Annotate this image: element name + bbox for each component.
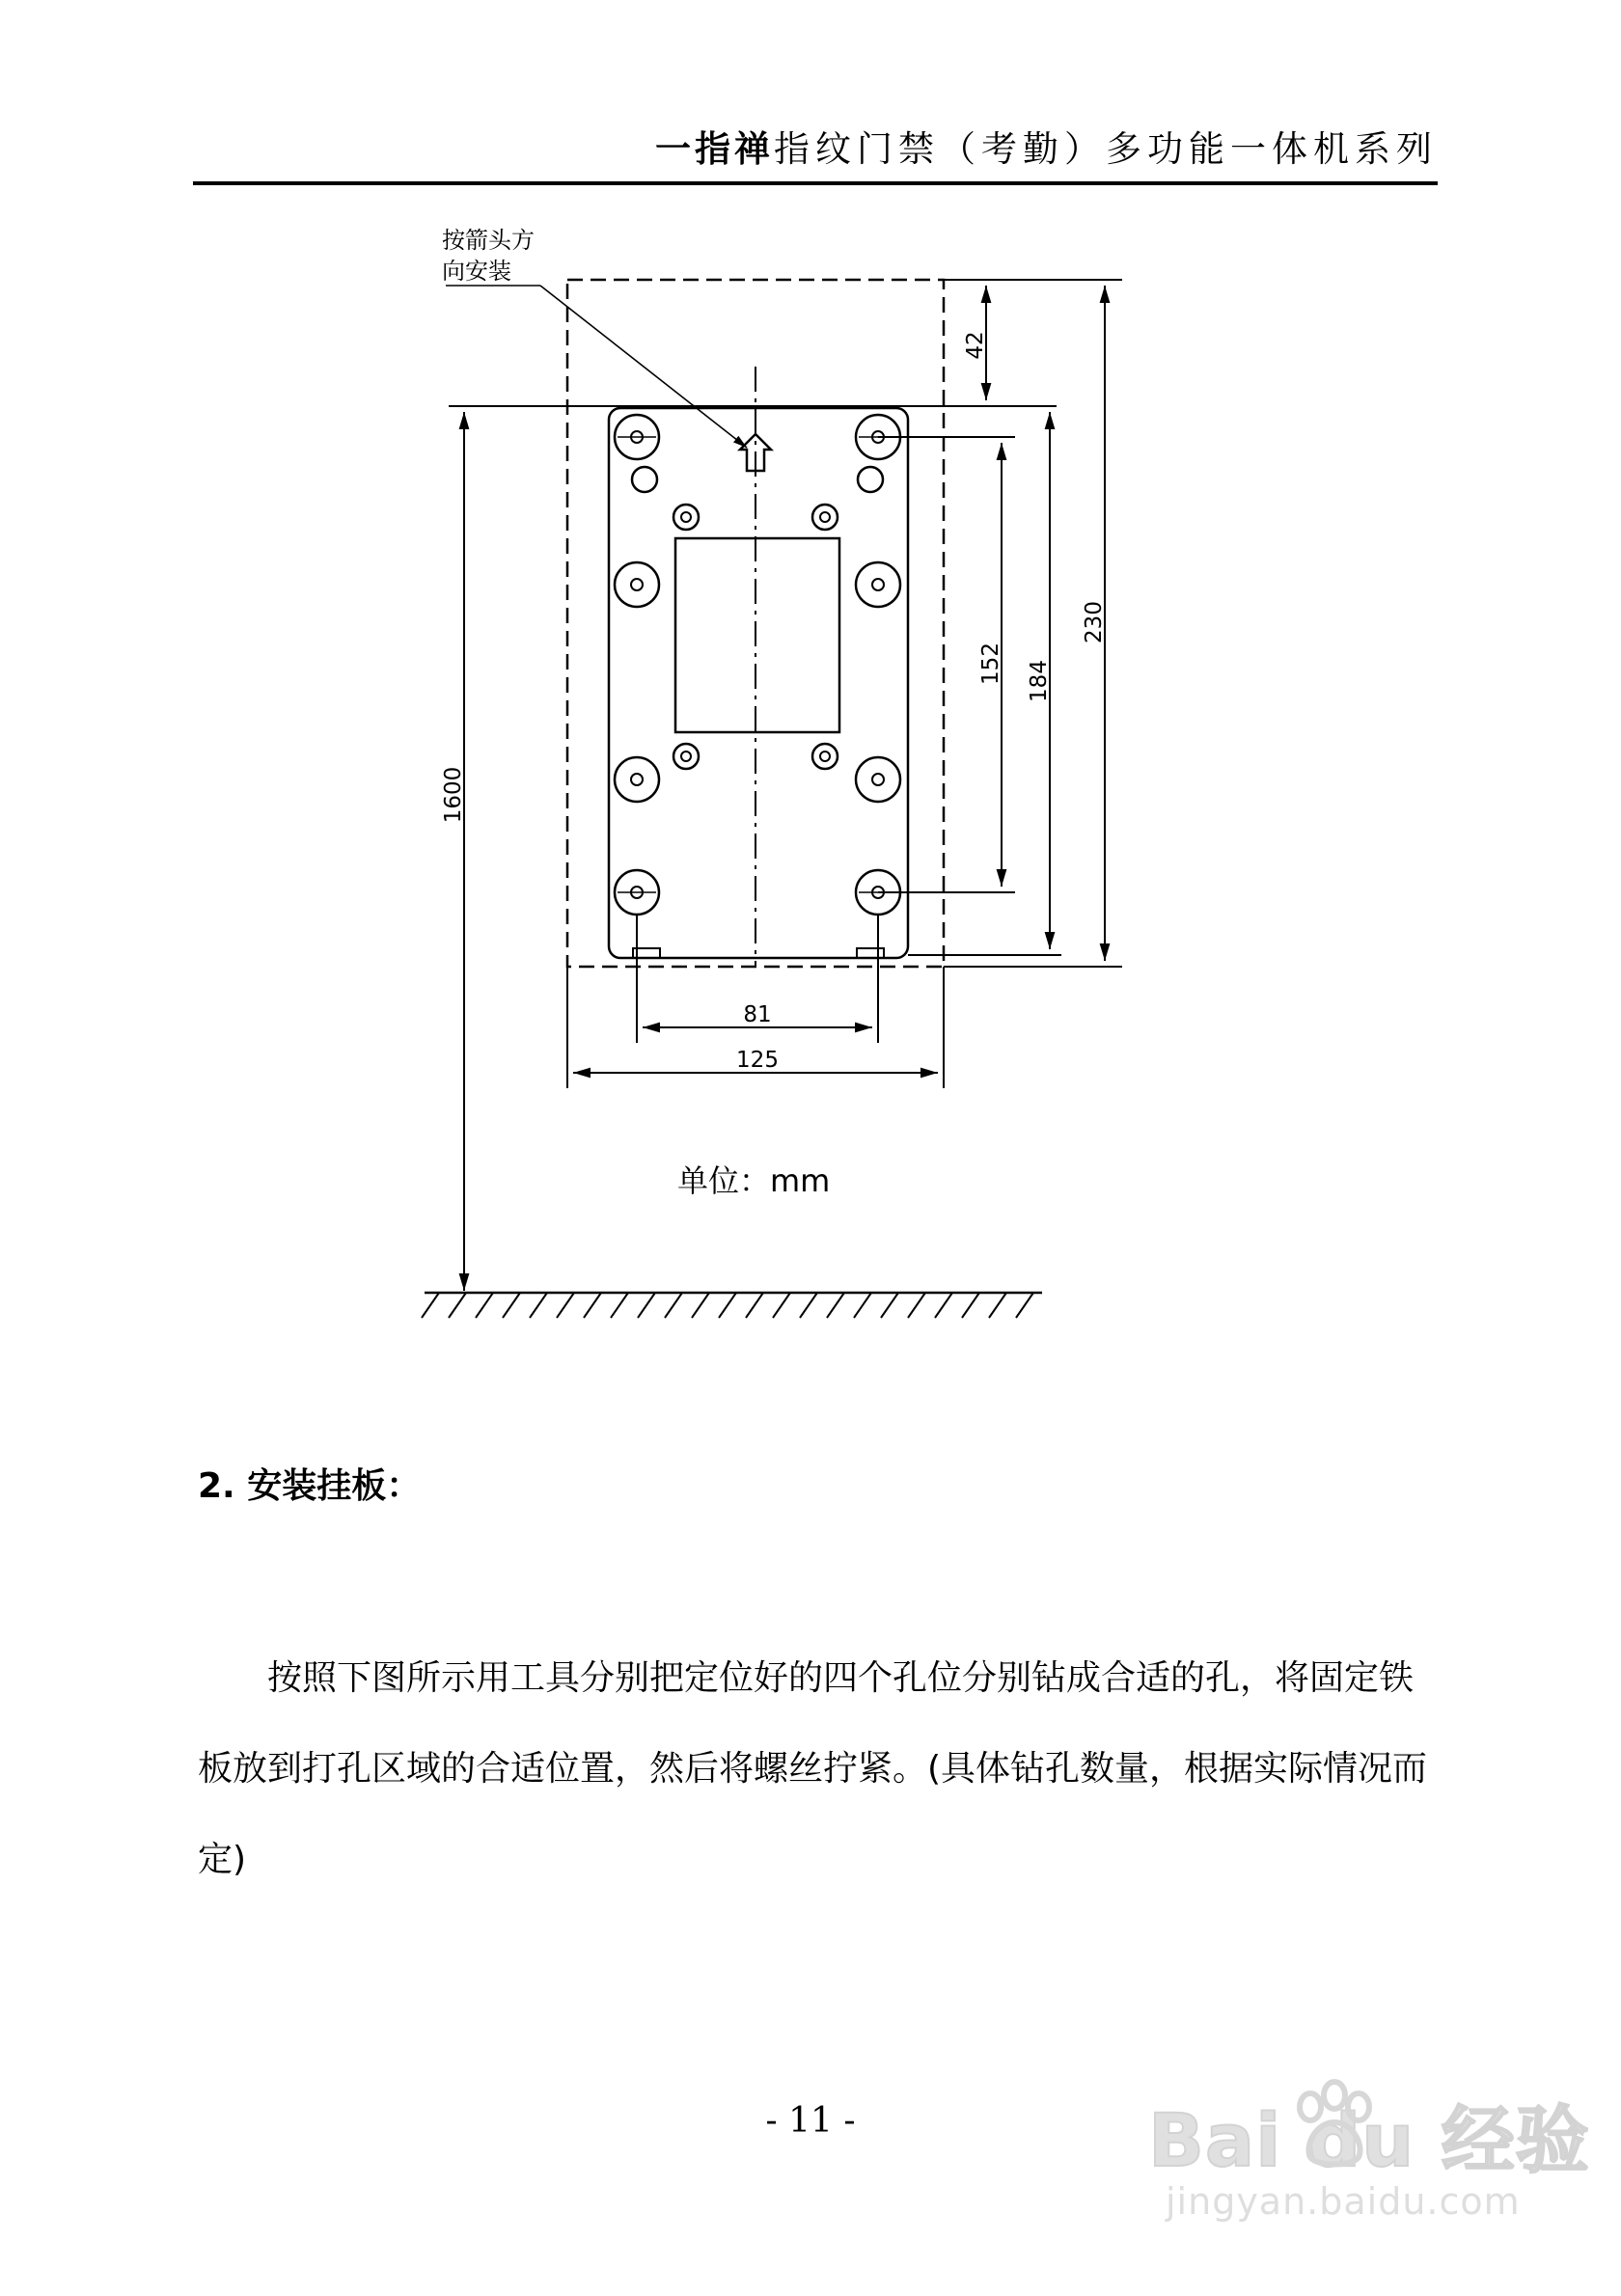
body-paragraph: 按照下图所示用工具分别把定位好的四个孔位分别钻成合适的孔，将固定铁板放到打孔区域的合适位置，然后将螺丝拧紧。(具体钻孔数量，根据实际情况而定) (198, 1658, 1428, 1879)
page-number: - 11 - (765, 2101, 856, 2141)
section-heading: 2. 安装挂板： (198, 1466, 422, 1506)
dim-label-1600: 1600 (441, 766, 466, 824)
dim-label-42: 42 (963, 331, 988, 360)
inner-hole-upper-right (812, 505, 838, 530)
arrow-note-line-2: 向安装 (442, 258, 511, 285)
header-brand: 一指禅 (655, 128, 774, 170)
small-hole-right (858, 467, 883, 492)
inner-hole-lower-left (673, 744, 699, 769)
inner-hole-lower-right (812, 744, 838, 769)
arrow-note-line-1: 按箭头方 (442, 227, 535, 254)
mounting-hole-bottom-left (615, 870, 659, 915)
plate-opening (675, 538, 839, 732)
watermark-main-text: Bai du 经验 (1148, 2097, 1590, 2183)
floor-hatching (422, 1293, 1033, 1318)
dim-label-152: 152 (978, 642, 1003, 685)
side-hole-lower-right (856, 757, 900, 802)
side-hole-upper-left (615, 562, 659, 607)
plate-slot-right (857, 948, 884, 958)
body-paragraph-block (198, 1633, 1442, 1905)
mounting-hole-top-left (615, 415, 659, 459)
small-hole-left (632, 467, 657, 492)
side-hole-upper-right (856, 562, 900, 607)
dim-label-125: 125 (736, 1048, 779, 1073)
side-hole-lower-left (615, 757, 659, 802)
watermark-url: jingyan.baidu.com (1166, 2180, 1521, 2223)
header-product-title: 指纹门禁（考勤）多功能一体机系列 (774, 128, 1438, 170)
dim-label-230: 230 (1082, 601, 1107, 643)
paw-icon (1281, 2072, 1387, 2178)
dim-label-184: 184 (1027, 660, 1052, 702)
inner-hole-upper-left (673, 505, 699, 530)
note-leader-diagonal (540, 286, 747, 448)
unit-label: 单位：mm (677, 1162, 831, 1199)
dim-label-81: 81 (743, 1002, 772, 1027)
baidu-watermark (1148, 2072, 1590, 2236)
